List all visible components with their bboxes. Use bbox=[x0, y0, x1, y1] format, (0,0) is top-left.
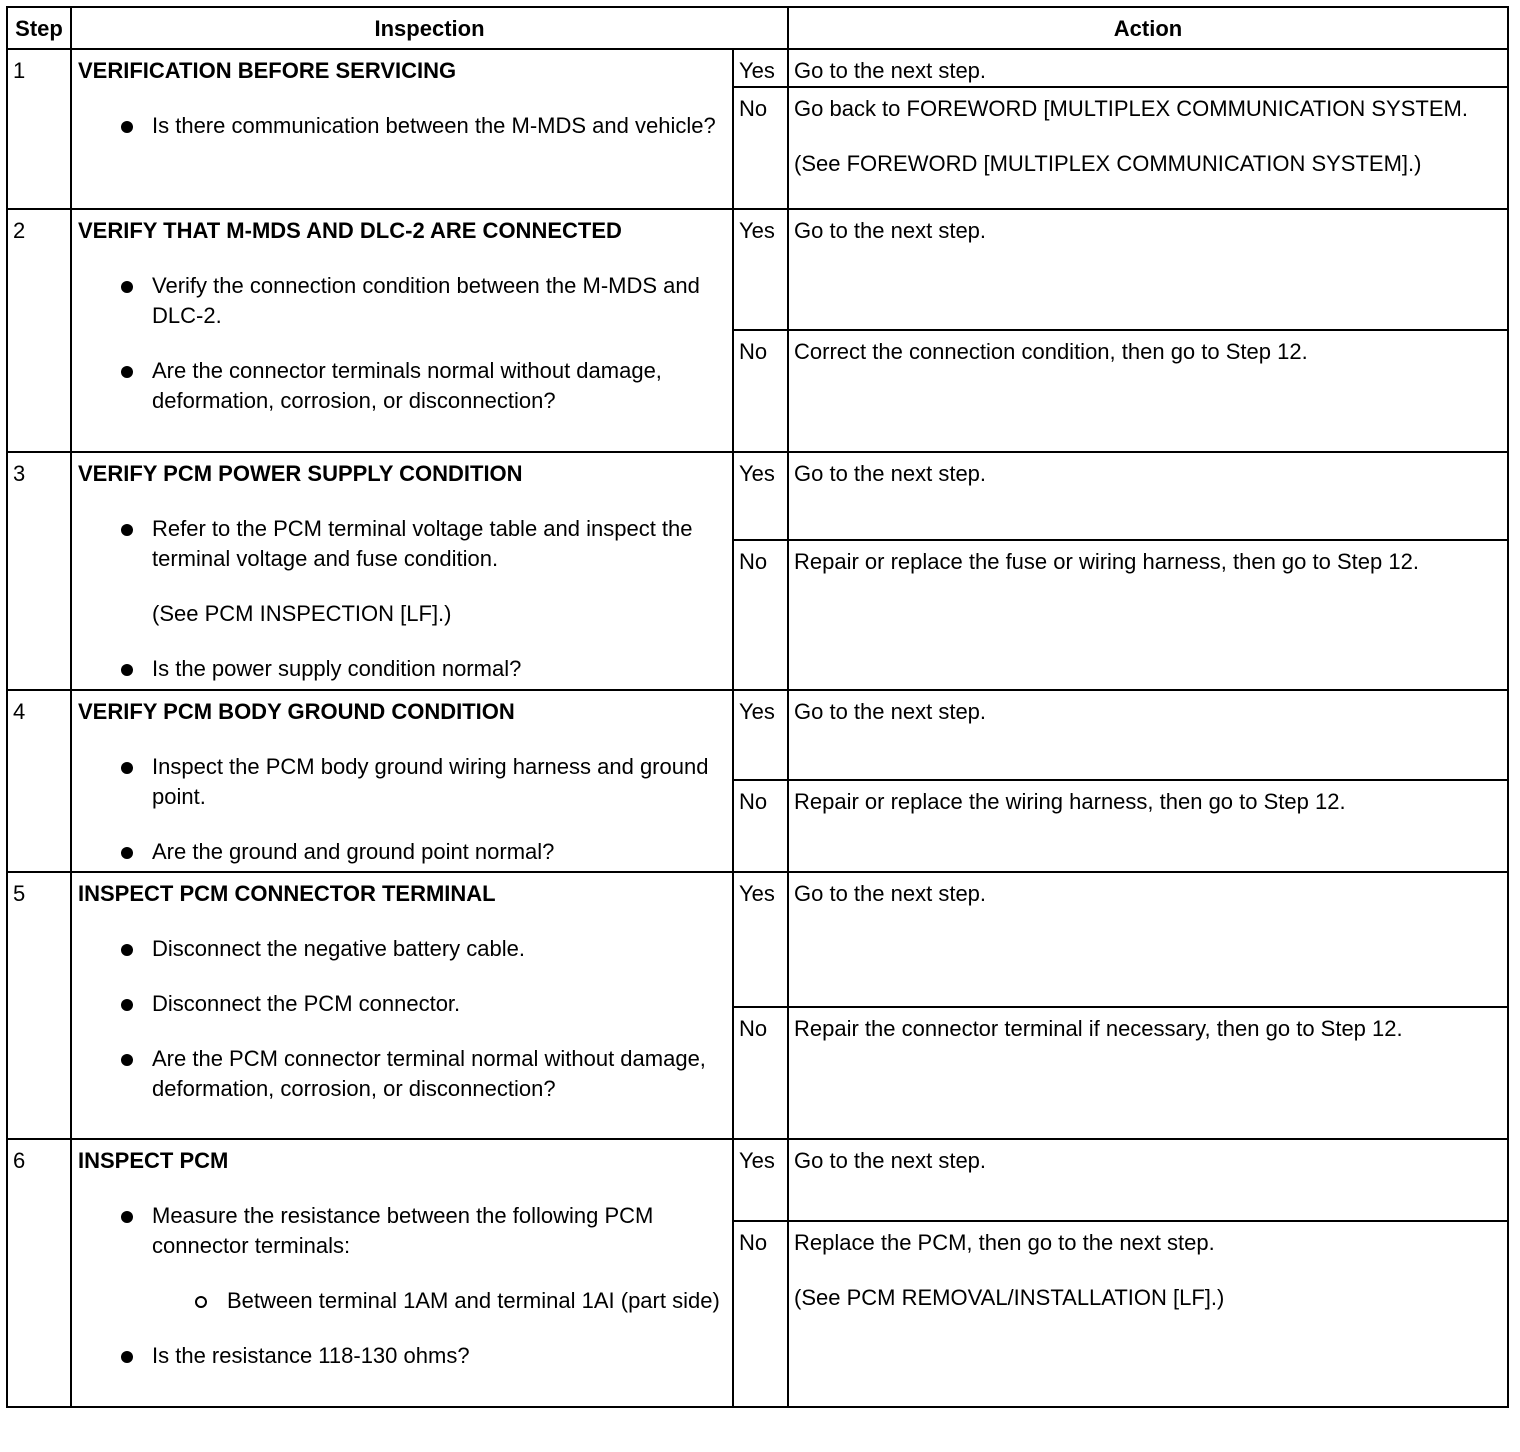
inspection-reference: (See PCM INSPECTION [LF].) bbox=[152, 601, 452, 626]
header-step: Step bbox=[7, 7, 71, 49]
bullet-text: Measure the resistance between the following PCM connector terminals: bbox=[152, 1203, 654, 1258]
bullet-text: Disconnect the negative battery cable. bbox=[152, 936, 526, 961]
no-action: Repair or replace the fuse or wiring harness, then go to Step 12. bbox=[788, 540, 1508, 690]
inspection-bullet bbox=[77, 1341, 727, 1371]
bullet-text: Verify the connection condition between the M-MDS and DLC-2. bbox=[152, 273, 700, 328]
bullet-icon bbox=[121, 944, 133, 956]
yes-label: Yes bbox=[733, 872, 788, 1007]
bullet-text: Refer to the PCM terminal voltage table and inspect the terminal voltage and fuse condition. bbox=[152, 516, 693, 571]
inspection-cell bbox=[71, 690, 733, 872]
inspection-title: VERIFY PCM BODY GROUND CONDITION bbox=[78, 699, 515, 724]
no-action: Correct the connection condition, then go to Step 12. bbox=[788, 330, 1508, 452]
yes-action: Go to the next step. bbox=[788, 452, 1508, 540]
step-number: 6 bbox=[7, 1139, 71, 1407]
inspection-cell bbox=[71, 209, 733, 452]
table-header-row bbox=[7, 7, 1508, 49]
inspection-sub-bullet bbox=[77, 1286, 727, 1316]
bullet-icon bbox=[121, 664, 133, 676]
inspection-bullet bbox=[77, 654, 727, 684]
inspection-title: VERIFY THAT M-MDS AND DLC-2 ARE CONNECTED bbox=[78, 218, 622, 243]
yes-label: Yes bbox=[733, 209, 788, 330]
bullet-icon bbox=[121, 1054, 133, 1066]
inspection-title: INSPECT PCM CONNECTOR TERMINAL bbox=[78, 881, 496, 906]
sub-bullet-text: Between terminal 1AM and terminal 1AI (part side) bbox=[227, 1288, 720, 1313]
inspection-bullet bbox=[77, 1044, 727, 1104]
inspection-bullet bbox=[77, 271, 727, 331]
step-row-6-yes bbox=[7, 1139, 1508, 1221]
no-action: Repair or replace the wiring harness, then go to Step 12. bbox=[788, 780, 1508, 872]
step-row-3-yes bbox=[7, 452, 1508, 540]
bullet-text: Is the power supply condition normal? bbox=[152, 656, 522, 681]
bullet-icon bbox=[121, 999, 133, 1011]
step-number: 4 bbox=[7, 690, 71, 872]
step-number: 3 bbox=[7, 452, 71, 690]
no-label: No bbox=[733, 780, 788, 872]
header-inspection: Inspection bbox=[71, 7, 788, 49]
step-number: 2 bbox=[7, 209, 71, 452]
inspection-title: VERIFICATION BEFORE SERVICING bbox=[78, 58, 457, 83]
bullet-icon bbox=[121, 281, 133, 293]
inspection-bullet bbox=[77, 752, 727, 812]
bullet-icon bbox=[121, 366, 133, 378]
step-number: 5 bbox=[7, 872, 71, 1139]
bullet-icon bbox=[121, 762, 133, 774]
bullet-icon bbox=[121, 121, 133, 133]
header-action: Action bbox=[788, 7, 1508, 49]
step-row-4-yes bbox=[7, 690, 1508, 780]
yes-action: Go to the next step. bbox=[788, 49, 1508, 87]
troubleshooting-table bbox=[6, 6, 1509, 1408]
inspection-cell bbox=[71, 872, 733, 1139]
inspection-bullet bbox=[77, 837, 727, 867]
bullet-text: Are the PCM connector terminal normal without damage, deformation, corrosion, or disconnection? bbox=[152, 1046, 706, 1101]
inspection-bullet bbox=[77, 989, 727, 1019]
inspection-cell bbox=[71, 49, 733, 209]
yes-label: Yes bbox=[733, 452, 788, 540]
no-action-text: Go back to FOREWORD [MULTIPLEX COMMUNICATION SYSTEM. bbox=[794, 96, 1468, 121]
inspection-bullet bbox=[77, 356, 727, 416]
step-row-1-yes bbox=[7, 49, 1508, 87]
inspection-bullet bbox=[77, 1201, 727, 1261]
hollow-bullet-icon bbox=[195, 1296, 207, 1308]
bullet-text: Is the resistance 118-130 ohms? bbox=[152, 1343, 470, 1368]
no-label: No bbox=[733, 87, 788, 209]
no-action bbox=[788, 87, 1508, 209]
inspection-bullet bbox=[77, 934, 727, 964]
yes-label: Yes bbox=[733, 690, 788, 780]
yes-action: Go to the next step. bbox=[788, 1139, 1508, 1221]
inspection-title: INSPECT PCM bbox=[78, 1148, 229, 1173]
bullet-text: Are the ground and ground point normal? bbox=[152, 839, 555, 864]
inspection-cell bbox=[71, 452, 733, 690]
step-row-2-yes bbox=[7, 209, 1508, 330]
inspection-bullet bbox=[77, 111, 727, 141]
yes-action: Go to the next step. bbox=[788, 690, 1508, 780]
no-label: No bbox=[733, 540, 788, 690]
no-action bbox=[788, 1221, 1508, 1407]
no-action-text: Replace the PCM, then go to the next step. bbox=[794, 1230, 1215, 1255]
inspection-cell bbox=[71, 1139, 733, 1407]
no-label: No bbox=[733, 1221, 788, 1407]
bullet-text: Disconnect the PCM connector. bbox=[152, 991, 461, 1016]
yes-label: Yes bbox=[733, 49, 788, 87]
step-number: 1 bbox=[7, 49, 71, 209]
bullet-icon bbox=[121, 1211, 133, 1223]
no-action: Repair the connector terminal if necessary, then go to Step 12. bbox=[788, 1007, 1508, 1139]
bullet-icon bbox=[121, 847, 133, 859]
yes-action: Go to the next step. bbox=[788, 209, 1508, 330]
inspection-bullet bbox=[77, 514, 727, 574]
bullet-text: Inspect the PCM body ground wiring harness and ground point. bbox=[152, 754, 709, 809]
no-action-reference: (See PCM REMOVAL/INSTALLATION [LF].) bbox=[794, 1285, 1225, 1310]
bullet-text: Is there communication between the M-MDS and vehicle? bbox=[152, 113, 716, 138]
bullet-icon bbox=[121, 1351, 133, 1363]
step-row-5-yes bbox=[7, 872, 1508, 1007]
yes-label: Yes bbox=[733, 1139, 788, 1221]
bullet-icon bbox=[121, 524, 133, 536]
inspection-title: VERIFY PCM POWER SUPPLY CONDITION bbox=[78, 461, 523, 486]
no-label: No bbox=[733, 330, 788, 452]
no-label: No bbox=[733, 1007, 788, 1139]
bullet-text: Are the connector terminals normal without damage, deformation, corrosion, or disconnection? bbox=[152, 358, 662, 413]
no-action-reference: (See FOREWORD [MULTIPLEX COMMUNICATION SYSTEM].) bbox=[794, 151, 1422, 176]
yes-action: Go to the next step. bbox=[788, 872, 1508, 1007]
